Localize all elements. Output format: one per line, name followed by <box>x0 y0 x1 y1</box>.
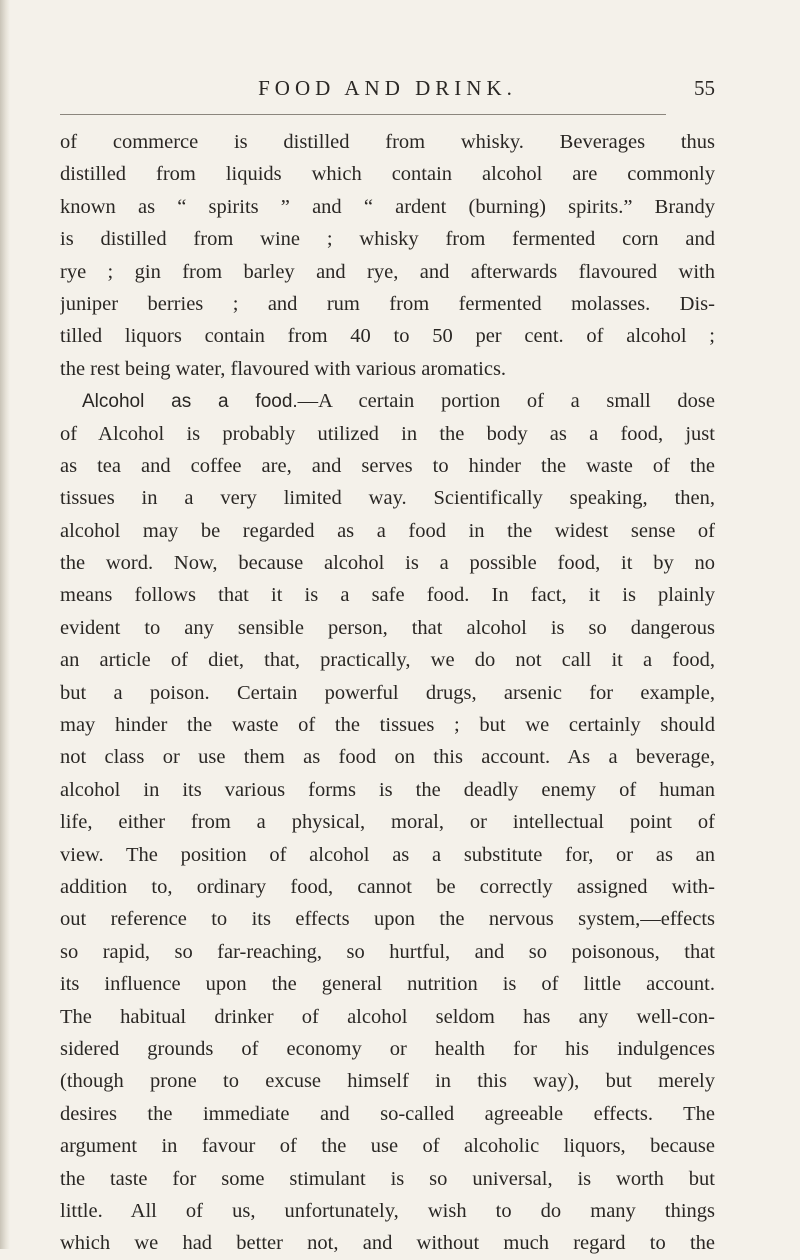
text-line: (though prone to excuse himself in this way), but merely <box>60 1070 715 1093</box>
text-line: alcohol may be regarded as a food in the widest sense of <box>60 519 715 542</box>
text-line: juniper berries ; and rum from fermented molasses. Dis- <box>60 292 715 315</box>
text-line: addition to, ordinary food, cannot be correctly assigned with- <box>60 875 715 898</box>
text-line: means follows that it is a safe food. In fact, it is plainly <box>60 584 715 607</box>
text-line: out reference to its effects upon the nervous system,—effects <box>60 908 715 931</box>
body-text <box>60 126 715 1260</box>
text-line: but a poison. Certain powerful drugs, arsenic for example, <box>60 681 715 704</box>
text-line: little. All of us, unfortunately, wish to do many things <box>60 1199 715 1222</box>
text-line: argument in favour of the use of alcoholic liquors, because <box>60 1135 715 1158</box>
text-line: which we had better not, and without much regard to the <box>60 1232 715 1255</box>
text-line: —A certain portion of a small dose <box>297 390 715 413</box>
section-heading: Alcohol as a food. <box>82 391 298 413</box>
text-line: desires the immediate and so-called agreeable effects. The <box>60 1102 715 1125</box>
page-header <box>60 76 715 106</box>
text-line: life, either from a physical, moral, or intellectual point of <box>60 811 715 834</box>
page-number: 55 <box>694 76 715 100</box>
text-line: view. The position of alcohol as a substitute for, or as an <box>60 843 715 866</box>
text-line: an article of diet, that, practically, we do not call it a food, <box>60 649 715 672</box>
text-line: of Alcohol is probably utilized in the body as a food, just <box>60 422 715 445</box>
running-title: FOOD AND DRINK. <box>258 76 517 100</box>
text-line: the rest being water, flavoured with various aromatics. <box>60 357 507 380</box>
text-line: The habitual drinker of alcohol seldom has any well-con- <box>60 1005 715 1028</box>
text-line: tilled liquors contain from 40 to 50 per cent. of alcohol ; <box>60 325 715 348</box>
header-rule <box>60 114 666 115</box>
text-line: not class or use them as food on this account. As a beverage, <box>60 746 715 769</box>
text-line: sidered grounds of economy or health for his indulgences <box>60 1037 715 1060</box>
text-line: alcohol in its various forms is the deadly enemy of human <box>60 778 715 801</box>
text-line: known as “ spirits ” and “ ardent (burning) spirits.” Brandy <box>60 195 715 218</box>
book-spine-shadow <box>0 0 10 1249</box>
text-line: the word. Now, because alcohol is a possible food, it by no <box>60 552 715 575</box>
text-line: so rapid, so far-reaching, so hurtful, and so poisonous, that <box>60 940 715 963</box>
text-line: the taste for some stimulant is so universal, is worth but <box>60 1167 715 1190</box>
text-line: its influence upon the general nutrition is of little account. <box>60 973 715 996</box>
text-line: rye ; gin from barley and rye, and afterwards flavoured with <box>60 260 715 283</box>
text-line: evident to any sensible person, that alcohol is so dangerous <box>60 616 715 639</box>
text-line: is distilled from wine ; whisky from fermented corn and <box>60 228 715 251</box>
text-line: of commerce is distilled from whisky. Beverages thus <box>60 131 715 153</box>
text-line: may hinder the waste of the tissues ; but we certainly should <box>60 714 715 737</box>
text-line-with-heading <box>60 385 715 417</box>
text-line: as tea and coffee are, and serves to hinder the waste of the <box>60 454 715 477</box>
text-line: distilled from liquids which contain alcohol are commonly <box>60 163 715 186</box>
text-line: tissues in a very limited way. Scientifically speaking, then, <box>60 487 715 510</box>
